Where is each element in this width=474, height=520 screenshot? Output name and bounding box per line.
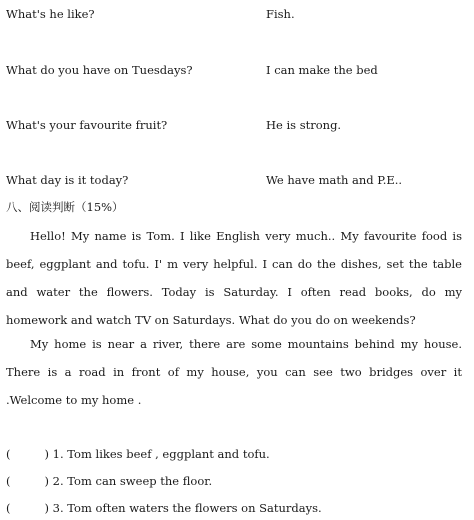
match-answer-3: He is strong.: [266, 118, 342, 132]
judge-question-2: [6, 473, 212, 489]
match-answer-4: We have math and P.E..: [266, 173, 403, 187]
reading-paragraph-1-text: Hello! My name is Tom. I like English very much.. My favourite food is beef, eggplant and tofu. I' m very helpful. I can do the dishes, set the table and water the flowers. Today is Saturday. I often read books, do my homework and watch TV on Saturdays. What do you do on weekends?: [6, 229, 462, 327]
answer-bracket-open: (: [6, 501, 11, 515]
judge-question-text: 2. Tom can sweep the floor.: [52, 474, 213, 488]
judge-question-text: 3. Tom often waters the flowers on Saturdays.: [52, 501, 322, 515]
reading-paragraph-1: [6, 222, 462, 334]
reading-paragraph-2: [6, 330, 462, 414]
reading-paragraph-2-text: My home is near a river, there are some mountains behind my house. There is a road in front of my house, you can see two bridges over it .Welcome to my home .: [6, 337, 462, 407]
answer-bracket-close: ): [44, 447, 49, 461]
match-question-2: What do you have on Tuesdays?: [6, 63, 193, 77]
answer-bracket-close: ): [44, 501, 49, 515]
answer-bracket-open: (: [6, 447, 11, 461]
judge-question-text: 1. Tom likes beef , eggplant and tofu.: [52, 447, 270, 461]
answer-bracket-open: (: [6, 474, 11, 488]
judge-question-3: [6, 500, 322, 516]
judge-question-1: [6, 446, 270, 462]
match-answer-2: I can make the bed: [266, 63, 378, 77]
answer-bracket-close: ): [44, 474, 49, 488]
match-question-4: What day is it today?: [6, 173, 129, 187]
match-question-3: What's your favourite fruit?: [6, 118, 168, 132]
match-question-1: What's he like?: [6, 7, 95, 21]
section-heading: 八、阅读判断（15%）: [6, 200, 124, 214]
match-answer-1: Fish.: [266, 7, 295, 21]
